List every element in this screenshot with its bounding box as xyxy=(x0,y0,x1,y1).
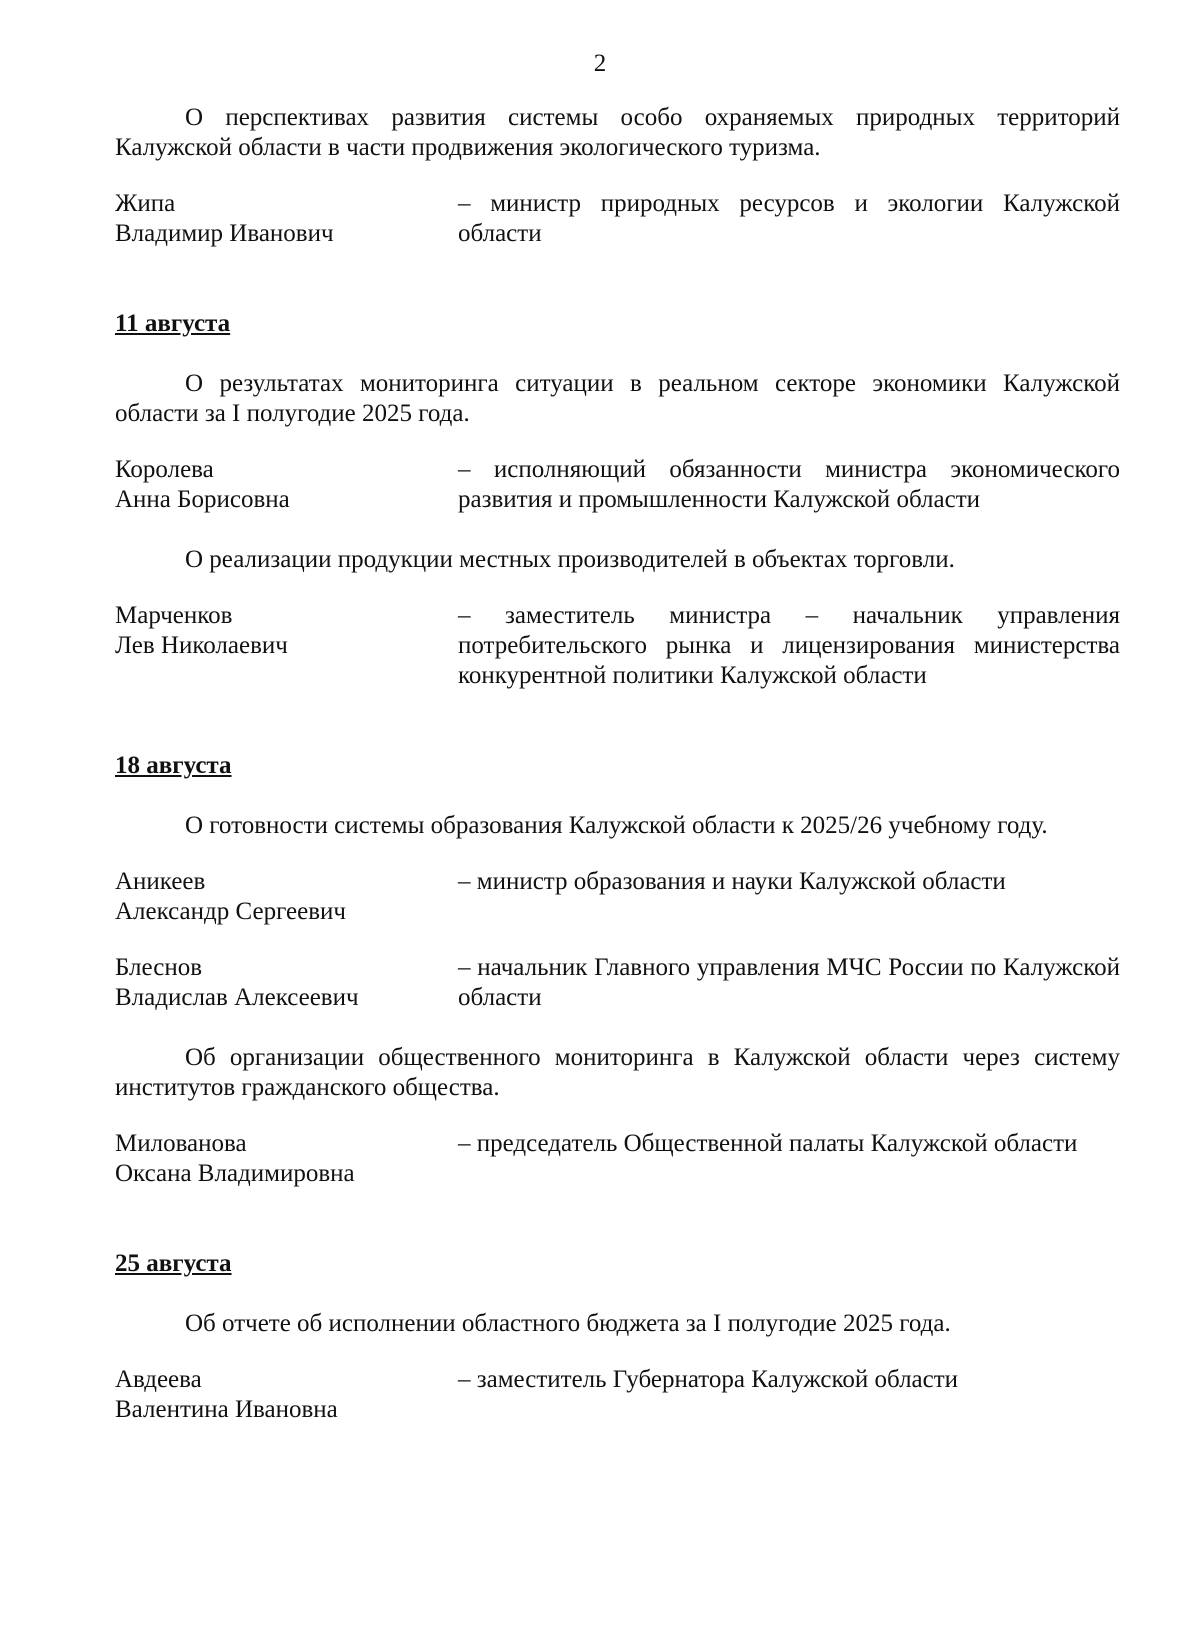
agenda-topic: О готовности системы образования Калужской области к 2025/26 учебному году. xyxy=(185,812,1048,839)
speaker-surname: Авдеева xyxy=(115,1366,202,1393)
speaker-entry xyxy=(115,953,1120,1013)
speaker-surname: Аникеев xyxy=(115,868,206,895)
agenda-topic: О результатах мониторинга ситуации в реальном секторе экономики Калужской области за I полугодие 2025 года. xyxy=(115,370,1120,427)
document-body xyxy=(115,103,1120,1425)
date-heading: 25 августа xyxy=(115,1250,232,1277)
speaker-entry xyxy=(115,867,1120,927)
speaker-role: – заместитель Губернатора Калужской области xyxy=(458,1366,959,1393)
speaker-entry xyxy=(115,1365,1120,1425)
speaker-role: – министр образования и науки Калужской области xyxy=(458,868,1006,895)
speaker-role: – начальник Главного управления МЧС России по Калужской области xyxy=(458,954,1120,1011)
speaker-role: – заместитель министра – начальник управления потребительского рынка и лицензирования министерства конкурентной политики Калужской области xyxy=(458,602,1120,689)
speaker-role: – исполняющий обязанности министра экономического развития и промышленности Калужской области xyxy=(458,456,1120,513)
speaker-entry xyxy=(115,455,1120,515)
date-heading: 18 августа xyxy=(115,752,232,779)
speaker-role: – председатель Общественной палаты Калужской области xyxy=(458,1130,1078,1157)
page-number: 2 xyxy=(593,50,607,77)
date-heading: 11 августа xyxy=(115,310,231,337)
speaker-name xyxy=(115,601,458,691)
speaker-entry xyxy=(115,601,1120,691)
speaker-role: – министр природных ресурсов и экологии Калужской области xyxy=(458,190,1120,247)
speaker-given-name: Владислав Алексеевич xyxy=(115,984,359,1011)
speaker-entry xyxy=(115,189,1120,249)
speaker-name xyxy=(115,867,458,927)
speaker-surname: Королева xyxy=(115,456,214,483)
speaker-surname: Милованова xyxy=(115,1130,247,1157)
speaker-entry xyxy=(115,1129,1120,1189)
speaker-given-name: Оксана Владимировна xyxy=(115,1160,355,1187)
speaker-surname: Блеснов xyxy=(115,954,202,981)
speaker-surname: Жипа xyxy=(115,190,176,217)
speaker-name xyxy=(115,189,458,249)
agenda-topic: Об отчете об исполнении областного бюджета за I полугодие 2025 года. xyxy=(185,1310,951,1337)
agenda-topic: О перспективах развития системы особо охраняемых природных территорий Калужской области в части продвижения экологического туризма. xyxy=(115,104,1120,161)
speaker-given-name: Владимир Иванович xyxy=(115,220,334,247)
speaker-given-name: Анна Борисовна xyxy=(115,486,290,513)
speaker-name xyxy=(115,953,458,1013)
speaker-surname: Марченков xyxy=(115,602,233,629)
speaker-name xyxy=(115,1129,458,1189)
agenda-topic: О реализации продукции местных производителей в объектах торговли. xyxy=(185,546,955,573)
agenda-topic: Об организации общественного мониторинга в Калужской области через систему институтов гражданского общества. xyxy=(115,1044,1120,1101)
speaker-name xyxy=(115,1365,458,1425)
speaker-given-name: Валентина Ивановна xyxy=(115,1396,338,1423)
speaker-name xyxy=(115,455,458,515)
speaker-given-name: Лев Николаевич xyxy=(115,632,288,659)
speaker-given-name: Александр Сергеевич xyxy=(115,898,346,925)
